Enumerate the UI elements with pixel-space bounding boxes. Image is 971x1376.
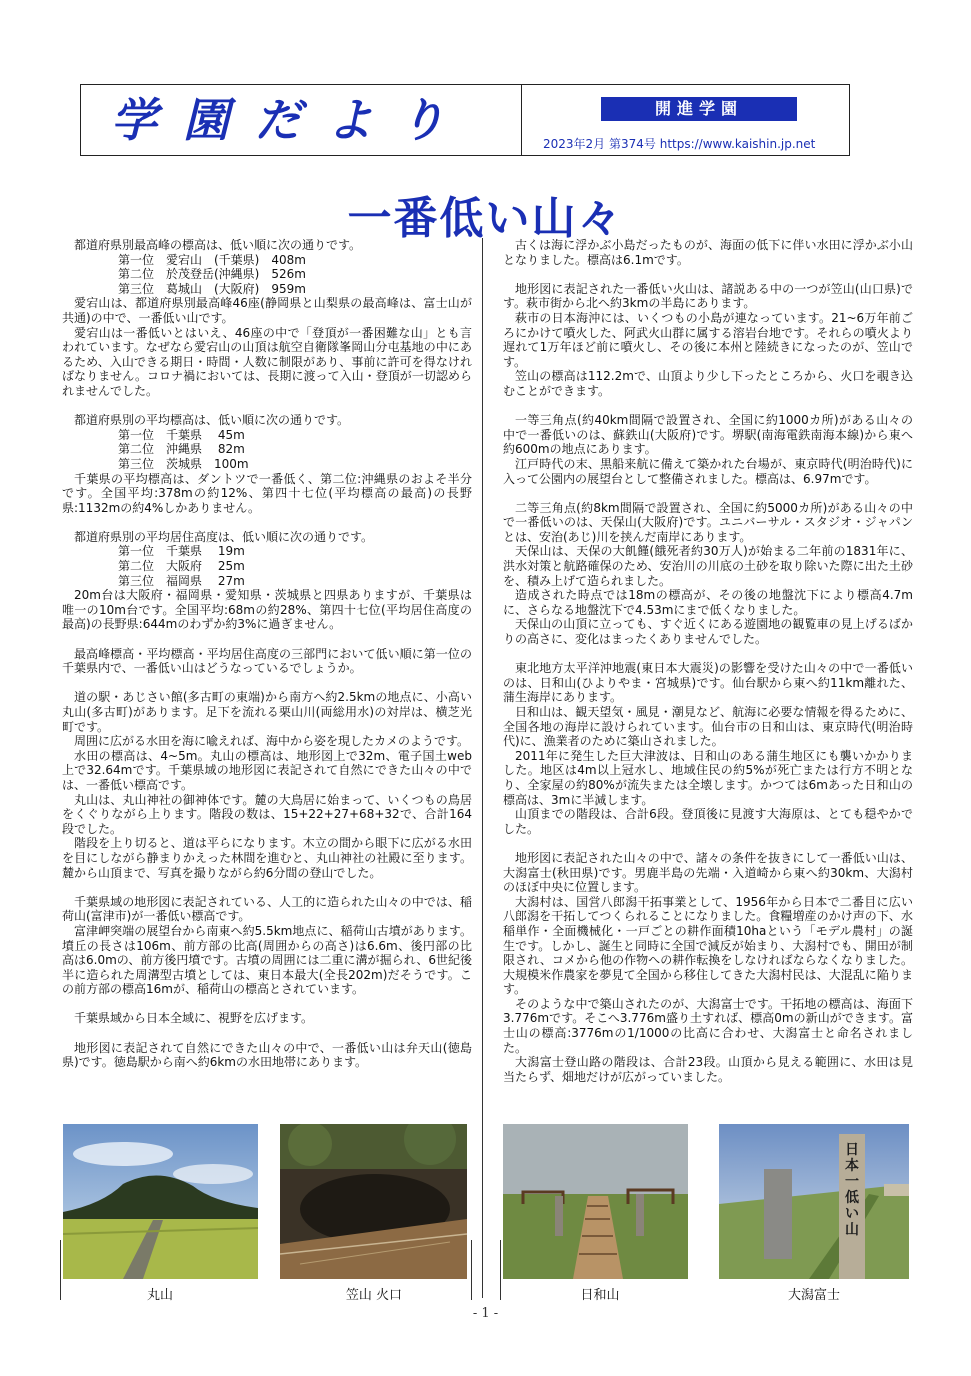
paragraph: 2011年に発生した巨大津波は、日和山のある蒲生地区にも襲いかかりました。地区は4m以上冠水し、地域住民の約5%が死亡または行方不明となり、全家屋の約80%が流失または全壊します。かつては6mあった日和山の標高は、3mに半減します。 (503, 748, 913, 807)
paragraph: 都道府県別の平均居住高度は、低い順に次の通りです。 (74, 529, 374, 544)
paragraph: 愛宕山は、都道府県別最高峰46座(静岡県と山梨県の最高峰は、富士山が共通)の中で、一番低い山です。 (62, 296, 472, 325)
paragraph-gap (503, 399, 913, 414)
monument-sign-text: 日本一低い山 (845, 1142, 859, 1238)
ranking-line: 第三位 葛城山 (大阪府) 959m (118, 281, 306, 296)
paragraph-gap (503, 647, 913, 662)
paragraph: 山頂までの階段は、合計6段。登頂後に見渡す大海原は、とても穏やかでした。 (503, 807, 913, 836)
paragraph: 二等三角点(約8km間隔で設置され、全国に約5000カ所)がある山々の中で一番低いのは、天保山(大阪府)です。ユニバーサル・スタジオ・ジャパンとは、安治(あじ)川を挟んだ南岸にあります。 (503, 500, 913, 544)
school-name-badge: 開進学園 (601, 97, 797, 121)
paragraph: 東北地方太平洋沖地震(東日本大震災)の影響を受けた山々の中で一番低いのは、日和山(ひよりやま・宮城県)です。仙台駅から東へ約11km離れた、蒲生海岸にあります。 (503, 661, 913, 705)
paragraph: 千葉県域から日本全域に、視野を広げます。 (74, 1011, 314, 1026)
column-rule-mid-left (471, 1240, 472, 1300)
column-rule-left (60, 1240, 61, 1300)
paragraph: 地形図に表記された一番低い火山は、諸説ある中の一つが笠山(山口県)です。萩市街から北へ約3kmの半島にあります。 (503, 281, 913, 311)
paragraph: 地形図に表記されて自然にできた山々の中で、一番低い山は弁天山(徳島県)です。徳島駅から南へ約6kmの水田地帯にあります。 (62, 1040, 472, 1070)
page-number: - 1 - (472, 1306, 499, 1321)
paragraph: 千葉県域の地形図に表記されている、人工的に造られた山々の中では、稲荷山(富津市)が一番低い標高です。 (62, 894, 472, 924)
paragraph-gap (503, 836, 913, 851)
ranking-line: 第二位 於茂登岳(沖縄県) 526m (118, 267, 306, 282)
ranking-line: 第三位 茨城県 100m (118, 456, 249, 471)
issue-info: 2023年2月 第374号 https://www.kaishin.jp.net (543, 137, 816, 151)
paragraph: 丸山は、丸山神社の御神体です。麓の大鳥居に始まって、いくつもの鳥居をくぐりながら上ります。階段の数は、15+22+27+68+32で、合計164段でした。 (62, 792, 472, 836)
paragraph-gap (62, 632, 472, 647)
masthead-title: 学園だより (111, 93, 471, 147)
paragraph-gap (62, 1026, 472, 1041)
paragraph: 最高峰標高・平均標高・平均居住高度の三部門において低い順に第一位の千葉県内で、一番低い山はどうなっているでしょうか。 (62, 646, 472, 676)
photo-kasayama-crater (280, 1124, 467, 1279)
caption-maruyama: 丸山 (146, 1288, 173, 1303)
paragraph: 千葉県の平均標高は、ダントツで一番低く、第二位:沖縄県のおよそ半分です。全国平均:378mの約12%、第四十七位(平均標高の最高)の長野県:1132mの約4%しかありません。 (62, 471, 472, 515)
masthead-box (80, 84, 850, 156)
masthead-divider (521, 85, 522, 155)
right-column (503, 238, 913, 1084)
paragraph: 都道府県別最高峰の標高は、低い順に次の通りです。 (74, 238, 362, 252)
paragraph-gap (503, 267, 913, 282)
paragraph: そのような中で築山されたのが、大潟富士です。干拓地の標高は、海面下3.776mです。そこへ3.776m盛り土すれば、標高0mの新山ができます。富士山の標高:3776mの1/1000の比高に合わせ、大潟富士と命名されました。 (503, 996, 913, 1055)
paragraph: 天保山の山頂に立っても、すぐ近くにある遊園地の観覧車の見上げるばかりの高さに、変化はまったくありませんでした。 (503, 617, 913, 647)
ranking-line: 第三位 福岡県 27m (118, 573, 245, 588)
ranking-line: 第一位 千葉県 19m (118, 544, 245, 559)
paragraph-gap (62, 515, 472, 530)
ranking-line: 第二位 沖縄県 82m (118, 442, 245, 457)
column-rule-center (482, 238, 483, 1298)
ranking-line: 第一位 愛宕山 (千葉県) 408m (118, 252, 306, 267)
paragraph: 萩市の日本海沖には、いくつもの小島が連なっています。21~6万年前ごろにかけて噴火した、阿武火山群に属する溶岩台地です。それらの噴火より遅れて1万年ほど前に噴火し、その後に本州と陸続きになったのが、笠山です。 (503, 310, 913, 369)
paragraph-gap (503, 486, 913, 501)
paragraph: 大潟富士登山路の階段は、合計23段。山頂から見える範囲に、水田は見当たらず、畑地だけが広がっていました。 (503, 1055, 913, 1084)
headline: 一番低い山々 (347, 193, 624, 244)
paragraph: 都道府県別の平均標高は、低い順に次の通りです。 (74, 413, 350, 428)
paragraph: 江戸時代の末、黒船来航に備えて築かれた台場が、東京時代(明治時代)に入って公園内の展望台として整備されました。標高は、6.97mです。 (503, 456, 913, 486)
photo-hiyoriyama (503, 1124, 688, 1279)
paragraph: 周囲に広がる水田を海に喩えれば、海中から姿を現したカメのようです。 (74, 734, 470, 749)
paragraph: 水田の標高は、4~5m。丸山の標高は、地形図上で32m、電子国土web上で32.64mです。千葉県域の地形図に表記されて自然にできた山々の中では、一番低い標高です。 (62, 748, 472, 792)
paragraph-gap (62, 997, 472, 1012)
paragraph-gap (62, 880, 472, 895)
caption-hiyoriyama: 日和山 (580, 1288, 620, 1303)
paragraph: 20m台は大阪府・福岡県・愛知県・茨城県と四県ありますが、千葉県は唯一の10m台です。全国平均:68mの約28%、第四十七位(平均居住高度の最高)の長野県:644mのわずか約3%に過ぎません。 (62, 588, 472, 632)
photo-maruyama (63, 1124, 258, 1279)
paragraph: 富津岬突端の展望台から南東へ約5.5km地点に、稲荷山古墳があります。墳丘の長さは106m、前方部の比高(周囲からの高さ)は6.6m、後円部の比高は6.0mの、前方後円墳です。古墳の周囲には二重に溝が掘られ、6世紀後半に造られた周溝型古墳としては、東日本最大(全長202m)だそうです。この前方部の標高16mが、稲荷山の標高とされています。 (62, 923, 472, 997)
ranking-line: 第一位 千葉県 45m (118, 427, 245, 442)
paragraph: 天保山は、天保の大飢饉(餓死者約30万人)が始まる二年前の1831年に、洪水対策と航路確保のため、安治川の川底の土砂を取り除いた際に出た土砂を、積み上げて造られました。 (503, 544, 913, 588)
paragraph-gap (62, 676, 472, 691)
paragraph: 日和山は、観天望気・風見・潮見など、航海に必要な情報を得るために、全国各地の海岸に設けられています。仙台市の日和山は、東京時代(明治時代)に、漁業者のために築山されました。 (503, 705, 913, 749)
paragraph: 階段を上り切ると、道は平らになります。木立の間から眼下に広がる水田を目にしながら静まりかえった林間を進むと、丸山神社の社殿に至ります。麓から山頂まで、写真を撮りながら約6分間の登山でした。 (62, 836, 472, 880)
left-column (62, 238, 472, 1070)
column-rule-mid-right (500, 1240, 501, 1300)
paragraph: 笠山の標高は112.2mで、山頂より少し下ったところから、火口を覗き込むことができます。 (503, 369, 913, 398)
paragraph: 大潟村は、国営八郎潟干拓事業として、1956年から日本で二番目に広い八郎潟を干拓してつくられることになりました。食糧増産のかけ声の下、水稲単作・全面機械化・一戸ごとの耕作面積10haという「モデル農村」の誕生です。しかし、誕生と同時に全国で減反が始まり、大潟村でも、開田が制限され、コメから他の作物への耕作転換をしなければならなくなりました。大規模米作農家を夢見て全国から移住してきた大潟村民は、大混乱に陥ります。 (503, 894, 913, 997)
caption-kasayama-crater: 笠山 火口 (345, 1288, 403, 1303)
paragraph: 一等三角点(約40km間隔で設置され、全国に約1000カ所)がある山々の中で一番低いのは、蘇鉄山(大阪府)です。堺駅(南海電鉄南海本線)から東へ約600mの地点にあります。 (503, 413, 913, 457)
paragraph: 造成された時点では18mの標高が、その後の地盤沈下により標高4.7mに、さらなる地盤沈下で4.53mにまで低くなりました。 (503, 588, 913, 617)
photo-ogata-fuji (719, 1124, 909, 1279)
paragraph-gap (62, 399, 472, 414)
paragraph: 道の駅・あじさい館(多古町の東端)から南方へ約2.5kmの地点に、小高い丸山(多古町)があります。足下を流れる栗山川(両総用水)の対岸は、横芝光町です。 (62, 690, 472, 734)
paragraph: 古くは海に浮かぶ小島だったものが、海面の低下に伴い水田に浮かぶ小山となりました。標高は6.1mです。 (503, 238, 913, 267)
caption-ogata-fuji: 大潟富士 (787, 1288, 840, 1303)
paragraph: 地形図に表記された山々の中で、諸々の条件を抜きにして一番低い山は、大潟富士(秋田県)です。男鹿半島の先端・入道崎から東へ約30km、大潟村のほぼ中央に位置します。 (503, 850, 913, 895)
ranking-line: 第二位 大阪府 25m (118, 559, 245, 574)
paragraph: 愛宕山は一番低いとはいえ、46座の中で「登頂が一番困難な山」とも言われています。なぜなら愛宕山の山頂は航空自衛隊峯岡山分屯基地の中にあるため、入山できる期日・時間・人数に制限があり、事前に許可を得なければなりません。コロナ禍においては、長期に渡って入山・登頂が一切認められませんでした。 (62, 325, 472, 398)
